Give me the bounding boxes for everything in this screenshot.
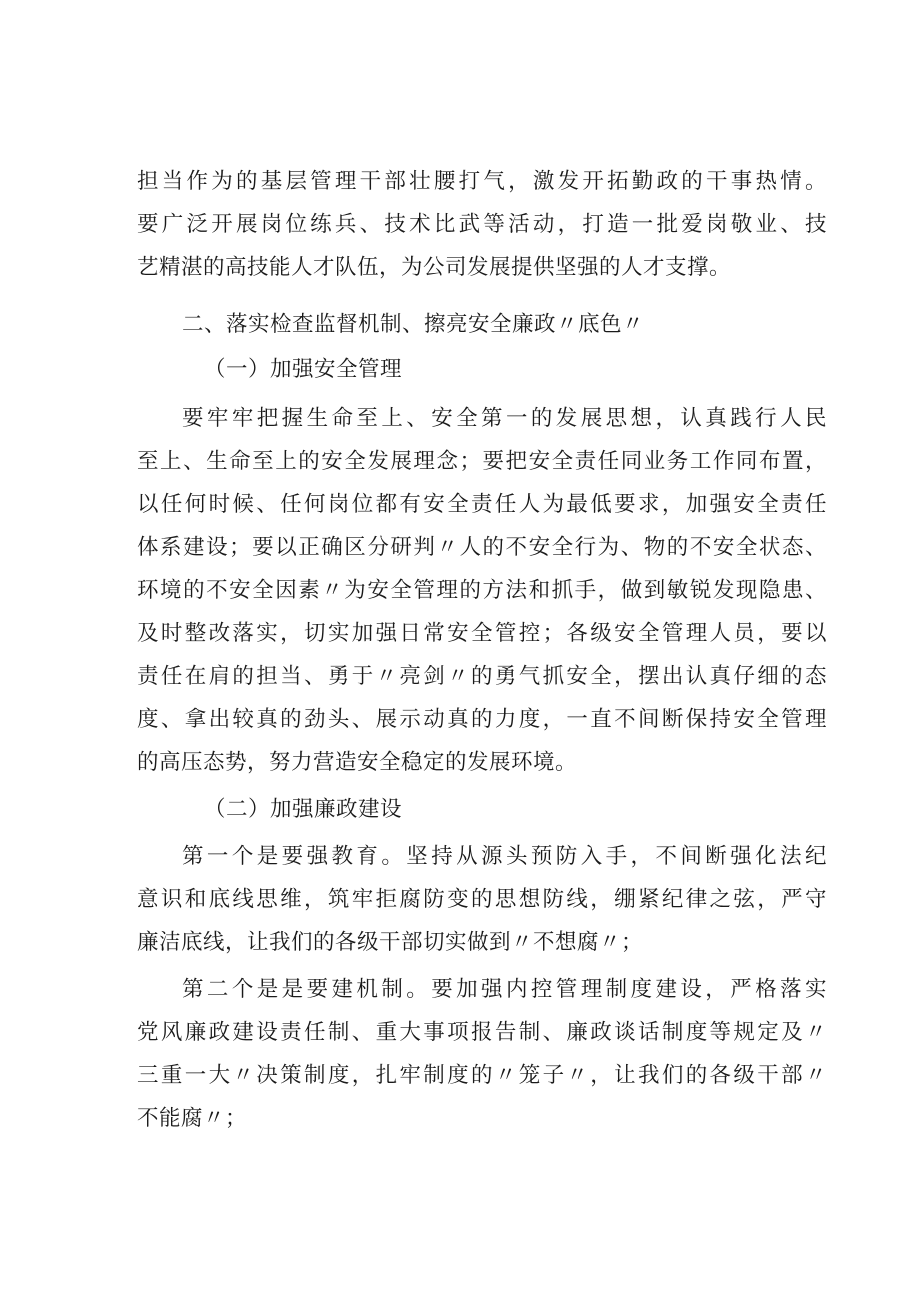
section-heading: 二、落实检查监督机制、擦亮安全廉政〃底色〃 bbox=[182, 312, 645, 337]
paragraph-line: 体系建设；要以正确区分研判〃人的不安全行为、物的不安全状态、 bbox=[137, 535, 827, 560]
paragraph-line: 不能腐〃； bbox=[137, 1106, 248, 1131]
paragraph-line: 要牢牢把握生命至上、安全第一的发展思想，认真践行人民 bbox=[182, 406, 827, 431]
paragraph-line: 党风廉政建设责任制、重大事项报告制、廉政谈话制度等规定及〃 bbox=[137, 1020, 827, 1045]
paragraph-line: 及时整改落实，切实加强日常安全管控；各级安全管理人员，要以 bbox=[137, 621, 827, 646]
paragraph-line: 第二个是是要建机制。要加强内控管理制度建设，严格落实 bbox=[182, 977, 827, 1002]
paragraph-line: 第一个是要强教育。坚持从源头预防入手，不间断强化法纪 bbox=[182, 844, 827, 869]
paragraph-line: 环境的不安全因素〃为安全管理的方法和抓手，做到敏锐发现隐患、 bbox=[137, 578, 827, 603]
paragraph-line: 的高压态势，努力营造安全稳定的发展环境。 bbox=[137, 750, 578, 775]
paragraph-line: 艺精湛的高技能人才队伍，为公司发展提供坚强的人才支撑。 bbox=[137, 255, 732, 280]
paragraph-line: 要广泛开展岗位练兵、技术比武等活动，打造一批爱岗敬业、技 bbox=[137, 212, 827, 237]
paragraph-line: 度、拿出较真的劲头、展示动真的力度，一直不间断保持安全管理 bbox=[137, 707, 827, 732]
paragraph-line: 以任何时候、任何岗位都有安全责任人为最低要求，加强安全责任 bbox=[137, 492, 827, 517]
paragraph-line: 廉洁底线，让我们的各级干部切实做到〃不想腐〃； bbox=[137, 930, 644, 955]
paragraph-line: 担当作为的基层管理干部壮腰打气，激发开拓勤政的干事热情。 bbox=[137, 169, 827, 194]
subsection-heading: （二）加强廉政建设 bbox=[204, 797, 403, 822]
paragraph-line: 三重一大〃决策制度，扎牢制度的〃笼子〃，让我们的各级干部〃 bbox=[137, 1063, 827, 1088]
subsection-heading: （一）加强安全管理 bbox=[204, 357, 403, 382]
paragraph-line: 意识和底线思维，筑牢拒腐防变的思想防线，绷紧纪律之弦，严守 bbox=[137, 887, 827, 912]
paragraph-line: 至上、生命至上的安全发展理念；要把安全责任同业务工作同布置， bbox=[137, 449, 827, 474]
paragraph-line: 责任在肩的担当、勇于〃亮剑〃的勇气抓安全，摆出认真仔细的态 bbox=[137, 664, 827, 689]
